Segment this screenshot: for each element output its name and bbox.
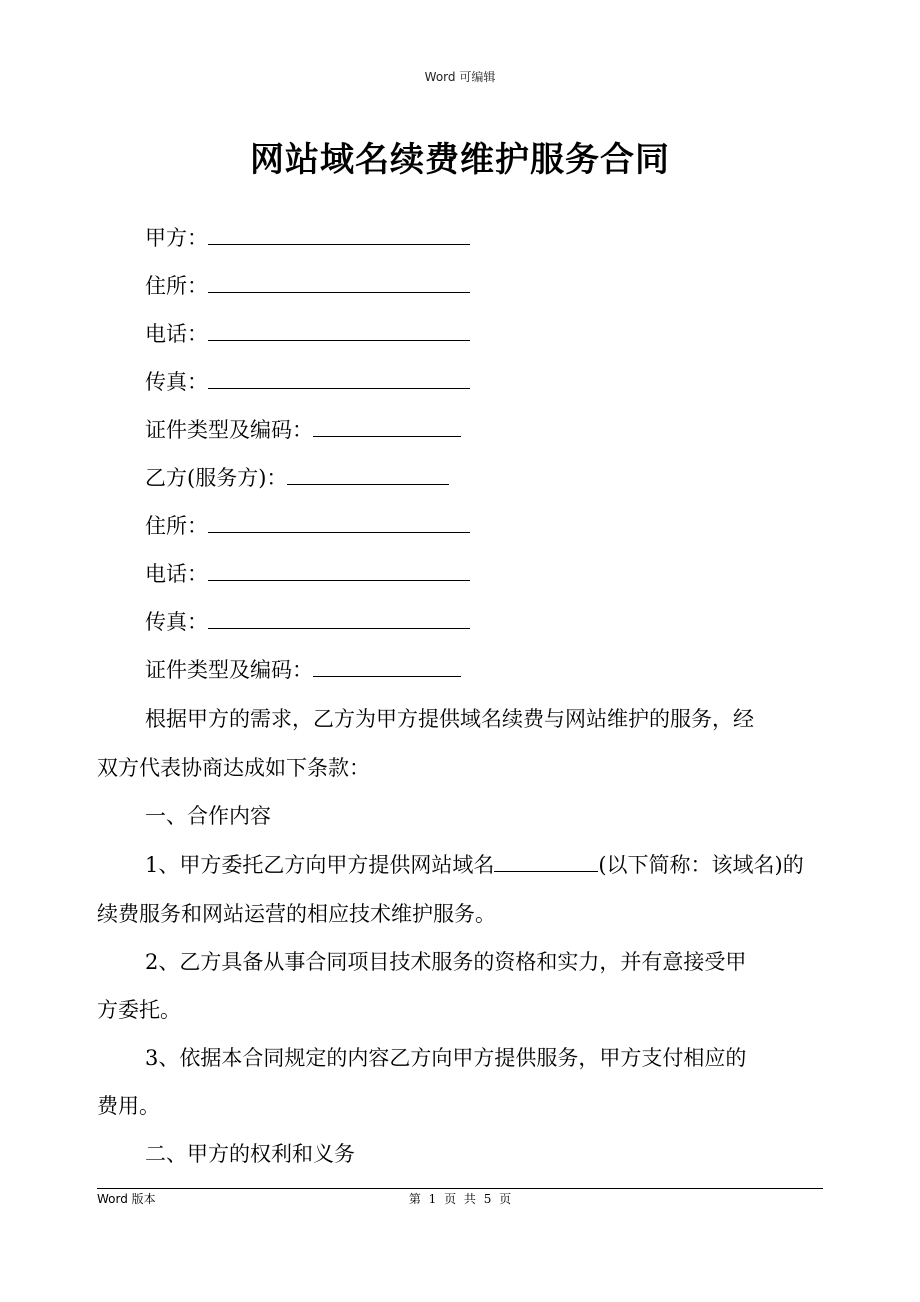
party-b-fax-row [145, 608, 470, 636]
party-a-id-blank[interactable] [313, 416, 461, 437]
party-a-blank[interactable] [208, 224, 470, 245]
item-1-line-1 [145, 851, 804, 879]
domain-name-blank[interactable] [494, 851, 598, 872]
item-3-line-1: 3、依据本合同规定的内容乙方向甲方提供服务，甲方支付相应的 [145, 1046, 747, 1070]
party-a-row [145, 224, 470, 252]
intro-line-1: 根据甲方的需求，乙方为甲方提供域名续费与网站维护的服务，经 [145, 707, 754, 731]
item-3-line-2: 费用。 [97, 1094, 160, 1118]
section-2-heading: 二、甲方的权利和义务 [145, 1142, 355, 1166]
item-1-suffix: (以下简称：该域名)的 [598, 853, 804, 877]
party-b-row [145, 464, 449, 492]
party-a-phone-blank[interactable] [208, 320, 470, 341]
party-a-address-label: 住所： [145, 274, 208, 298]
header-note: Word 可编辑 [424, 70, 496, 84]
party-a-label: 甲方： [145, 226, 208, 250]
party-b-id-blank[interactable] [313, 656, 461, 677]
footer-page-number: 第 1 页 共 5 页 [408, 1192, 512, 1206]
footer-version: Word 版本 [97, 1192, 156, 1206]
party-b-address-row [145, 512, 470, 540]
party-b-address-blank[interactable] [208, 512, 470, 533]
party-b-phone-row [145, 560, 470, 588]
section-1-heading: 一、合作内容 [145, 804, 271, 828]
party-a-phone-row [145, 320, 470, 348]
party-b-id-label: 证件类型及编码： [145, 658, 313, 682]
item-2-line-1: 2、乙方具备从事合同项目技术服务的资格和实力，并有意接受甲 [145, 950, 747, 974]
party-a-address-row [145, 272, 470, 300]
footer-divider [97, 1188, 823, 1189]
intro-line-2: 双方代表协商达成如下条款： [97, 756, 370, 780]
party-b-fax-label: 传真： [145, 610, 208, 634]
party-a-fax-blank[interactable] [208, 368, 470, 389]
party-b-label: 乙方(服务方)： [145, 466, 288, 490]
item-1-prefix: 1、甲方委托乙方向甲方提供网站域名 [145, 853, 495, 877]
party-b-fax-blank[interactable] [208, 608, 470, 629]
party-b-phone-label: 电话： [145, 562, 208, 586]
party-b-id-row [145, 656, 461, 684]
document-title: 网站域名续费维护服务合同 [250, 140, 670, 180]
party-a-id-row [145, 416, 461, 444]
party-b-blank[interactable] [287, 464, 449, 485]
party-a-id-label: 证件类型及编码： [145, 418, 313, 442]
party-a-phone-label: 电话： [145, 322, 208, 346]
party-a-fax-label: 传真： [145, 370, 208, 394]
party-a-address-blank[interactable] [208, 272, 470, 293]
party-b-address-label: 住所： [145, 514, 208, 538]
item-1-line-2: 续费服务和网站运营的相应技术维护服务。 [97, 902, 496, 926]
party-a-fax-row [145, 368, 470, 396]
party-b-phone-blank[interactable] [208, 560, 470, 581]
item-2-line-2: 方委托。 [97, 998, 181, 1022]
